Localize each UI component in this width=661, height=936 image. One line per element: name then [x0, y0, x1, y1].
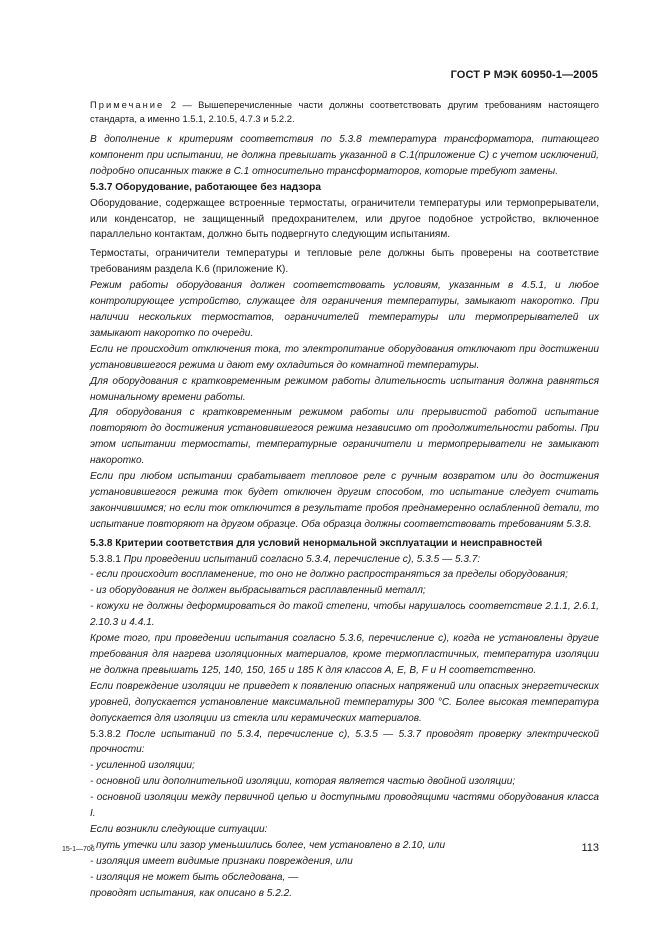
document-header: ГОСТ Р МЭК 60950-1—2005	[450, 69, 598, 81]
subsection-5-3-8-1	[90, 552, 599, 568]
list-item: - усиленной изоляции;	[90, 760, 195, 772]
paragraph: Термостаты, ограничители температуры и тепловые реле должны быть проверены на соответствие требованиям раздела К.6 (приложение К).	[90, 248, 599, 276]
section-heading-5-3-7: 5.3.7 Оборудование, работающее без надзора	[90, 181, 321, 193]
note	[90, 98, 599, 126]
note-label: Примечание	[90, 99, 165, 110]
subsection-text: При проведении испытаний согласно 5.3.4, перечисление с), 5.3.5 — 5.3.7:	[123, 553, 481, 565]
paragraph: Если не происходит отключения тока, то электропитание оборудования отключают при достижении установившегося режима и дают ему охладиться до комнатной температуры.	[90, 343, 599, 371]
list-item: - изоляция имеет видимые признаки повреждения, или	[90, 855, 353, 867]
paragraph: Для оборудования с кратковременным режимом работы или прерывистой работой испытание повторяют до достижения установившегося режима независимо от продолжительности работы. При этом испытании термостаты, температурные ограничители и термопрерыватели не замыкают накоротко.	[90, 407, 599, 467]
paragraph: Если возникли следующие ситуации:	[90, 823, 268, 835]
subsection-number: 5.3.8.1	[90, 553, 121, 565]
list-item: - кожухи не должны деформироваться до такой степени, чтобы нарушалось соответствие 2.1.1, 2.6.1, 2.10.3 и 4.4.1.	[90, 601, 599, 629]
subsection-number: 5.3.8.2	[90, 728, 121, 740]
paragraph: проводят испытания, как описано в 5.2.2.	[90, 887, 293, 899]
paragraph: Режим работы оборудования должен соответствовать условиям, указанным в 4.5.1, и любое контролирующее устройство, служащее для ограничения температуры, замыкают накоротко. При наличии нескольких термостатов, ограничителей температуры или термопрерывателей их замыкают накоротко по очереди.	[90, 280, 599, 339]
list-item: - основной изоляции между первичной цепью и доступными проводящими частями оборудования класса I.	[90, 792, 599, 820]
section-heading-5-3-8: 5.3.8 Критерии соответствия для условий ненормальной эксплуатации и неисправностей	[90, 537, 543, 549]
paragraph-addition: В дополнение к критериям соответствия по 5.3.8 температура трансформатора, питающего компонент при испытании, не должна превышать указанной в С.1(приложение С) с учетом исключений, подробно описанных также в С.1 относительно трансформаторов, которые требуют замены.	[90, 134, 599, 177]
document-body	[90, 98, 599, 902]
paragraph: Если повреждение изоляции не приведет к появлению опасных напряжений или опасных энергетических уровней, допускается установление максимальной температуры 300 °С. Более высокая температура допускается для изоляции из стекла или керамических материалов.	[90, 680, 599, 724]
list-item: - путь утечки или зазор уменьшились более, чем установлено в 2.10, или	[90, 839, 446, 851]
paragraph: Для оборудования с кратковременным режимом работы длительность испытания должна равняться номинальному времени работы.	[90, 375, 599, 403]
page-number: 113	[581, 842, 599, 854]
paragraph: Кроме того, при проведении испытания согласно 5.3.6, перечисление с), когда не установлены другие требования для нагрева изоляционных материалов, кроме термопластичных, температура изоляции не должна превышать 125, 140, 150, 165 и 185 К для классов А, Е, В, F и Н соответственно.	[90, 633, 599, 676]
list-item: - из оборудования не должен выбрасываться расплавленный металл;	[90, 585, 426, 597]
paragraph: Оборудование, содержащее встроенные термостаты, ограничители температуры или термопрерыватели, или конденсатор, не защищенный предохранителем, или другое подобное устройство, включенное параллельно контактам, должно быть подвергнуто следующим испытаниям.	[90, 197, 599, 241]
list-item: - если происходит воспламенение, то оно не должно распространяться за пределы оборудования;	[90, 569, 568, 581]
note-text: 2 — Вышеперечисленные части должны соответствовать другим требованиям настоящего стандарта, а именно 1.5.1, 2.10.5, 4.7.3 и 5.2.2.	[90, 99, 599, 124]
subsection-5-3-8-2	[90, 727, 599, 759]
subsection-text: После испытаний по 5.3.4, перечисление с), 5.3.5 — 5.3.7 проводят проверку электрической прочности:	[90, 728, 600, 756]
list-item: - основной или дополнительной изоляции, которая является частью двойной изоляции;	[90, 776, 516, 788]
paragraph: Если при любом испытании срабатывает тепловое реле с ручным возвратом или до достижения установившегося режима ток будет отключен другим способом, то испытание следует считать закончившимся; но если ток отключится в результате пробоя преднамеренно ослабленной детали, то испытание повторяют на другом образце. Оба образца должны соответствовать требованиям 5.3.8.	[90, 471, 599, 530]
list-item: - изоляция не может быть обследована, —	[90, 871, 299, 883]
footer-code: 15-1—706	[62, 846, 95, 853]
